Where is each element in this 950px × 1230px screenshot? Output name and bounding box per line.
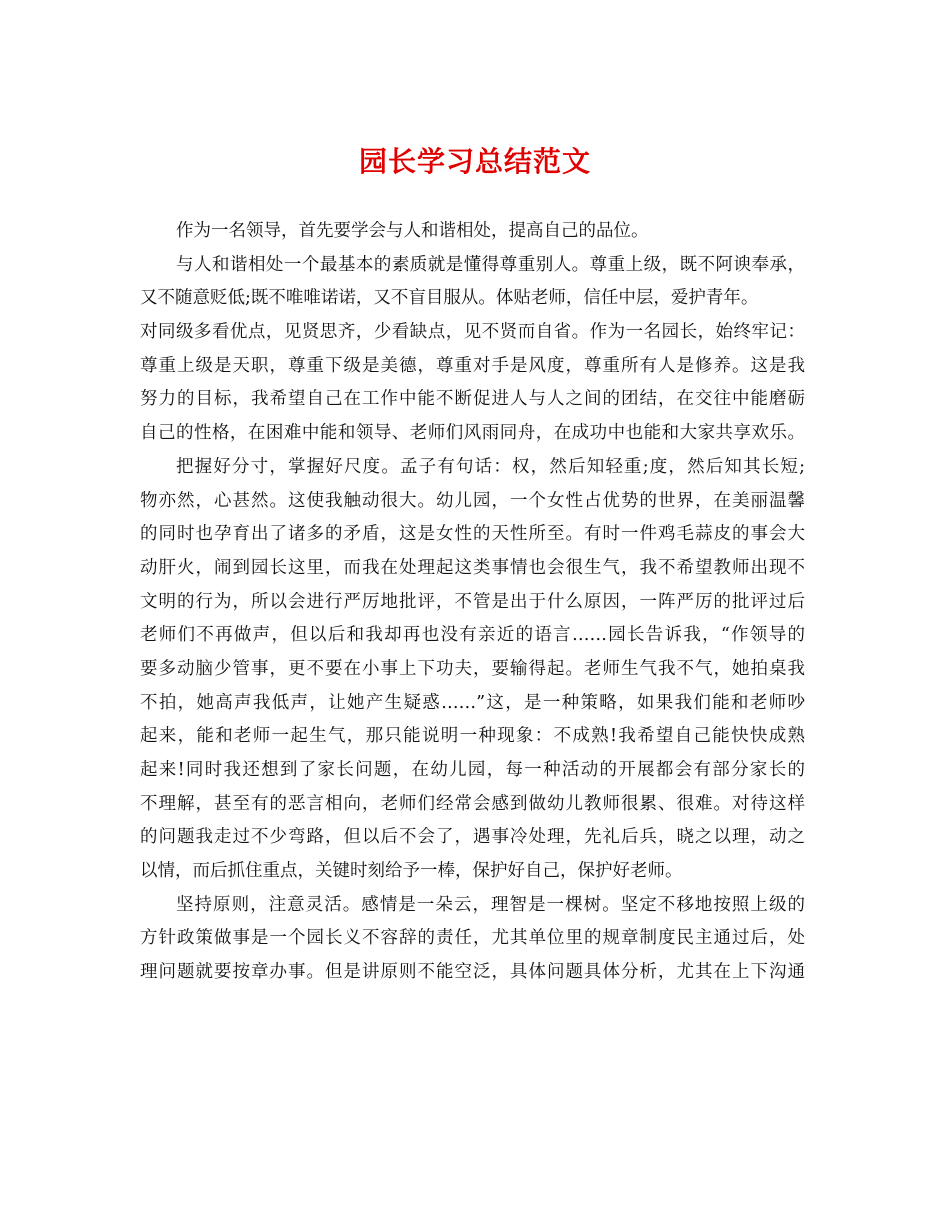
text-line: 以情，而后抓住重点，关键时刻给予一棒，保护好自己，保护好老师。 (140, 861, 683, 882)
text-line: 理问题就要按章办事。但是讲原则不能空泛，具体问题具体分析，尤其在上下沟通 (140, 962, 805, 983)
text-line: 物亦然，心甚然。这使我触动很大。幼儿园，一个女性占优势的世界，在美丽温馨 (140, 490, 805, 511)
text-line: 不拍，她高声我低声，让她产生疑惑……”这，是一种策略，如果我们能和老师吵 (140, 692, 805, 713)
text-line: 起来!同时我还想到了家长问题，在幼儿园，每一种活动的开展都会有部分家长的 (140, 760, 805, 780)
document-title: 园长学习总结范文 (358, 145, 591, 178)
text-line: 动肝火，闹到园长这里，而我在处理起这类事情也会很生气，我不希望教师出现不 (140, 557, 805, 578)
text-line: 自己的性格，在困难中能和领导、老师们风雨同舟，在成功中也能和大家共享欢乐。 (140, 423, 805, 444)
text-line: 尊重上级是天职，尊重下级是美德，尊重对手是风度，尊重所有人是修养。这是我 (140, 355, 805, 376)
text-line: 老师们不再做声，但以后和我却再也没有亲近的语言……园长告诉我，“作领导的 (140, 625, 805, 646)
text-line: 与人和谐相处一个最基本的素质就是懂得尊重别人。尊重上级，既不阿谀奉承， (176, 254, 805, 275)
document-body (140, 215, 805, 990)
text-line: 坚持原则，注意灵活。感情是一朵云，理智是一棵树。坚定不移地按照上级的 (176, 894, 805, 915)
text-line: 的问题我走过不少弯路，但以后不会了，遇事冷处理，先礼后兵，晓之以理，动之 (140, 827, 805, 848)
text-line: 起来，能和老师一起生气，那只能说明一种现象：不成熟!我希望自己能快快成熟 (140, 726, 805, 747)
text-line: 对同级多看优点，见贤思齐，少看缺点，见不贤而自省。作为一名园长，始终牢记： (140, 322, 805, 343)
text-line: 要多动脑少管事，更不要在小事上下功夫，要输得起。老师生气我不气，她拍桌我 (140, 658, 805, 679)
text-line: 把握好分寸，掌握好尺度。孟子有句话：权，然后知轻重;度，然后知其长短; (176, 456, 805, 477)
text-line: 方针政策做事是一个园长义不容辞的责任，尤其单位里的规章制度民主通过后，处 (140, 928, 805, 949)
text-line: 又不随意贬低;既不唯唯诺诺，又不盲目服从。体贴老师，信任中层，爱护青年。 (140, 288, 759, 309)
text-line: 的同时也孕育出了诸多的矛盾，这是女性的天性所至。有时一件鸡毛蒜皮的事会大 (140, 524, 805, 545)
text-line: 作为一名领导，首先要学会与人和谐相处，提高自己的品位。 (176, 221, 649, 241)
text-line: 不理解，甚至有的恶言相向，老师们经常会感到做幼儿教师很累、很难。对待这样 (140, 793, 805, 814)
text-line: 文明的行为，所以会进行严厉地批评，不管是出于什么原因，一阵严厉的批评过后 (140, 591, 805, 612)
text-line: 努力的目标，我希望自己在工作中能不断促进人与人之间的团结，在交往中能磨砺 (140, 389, 805, 410)
